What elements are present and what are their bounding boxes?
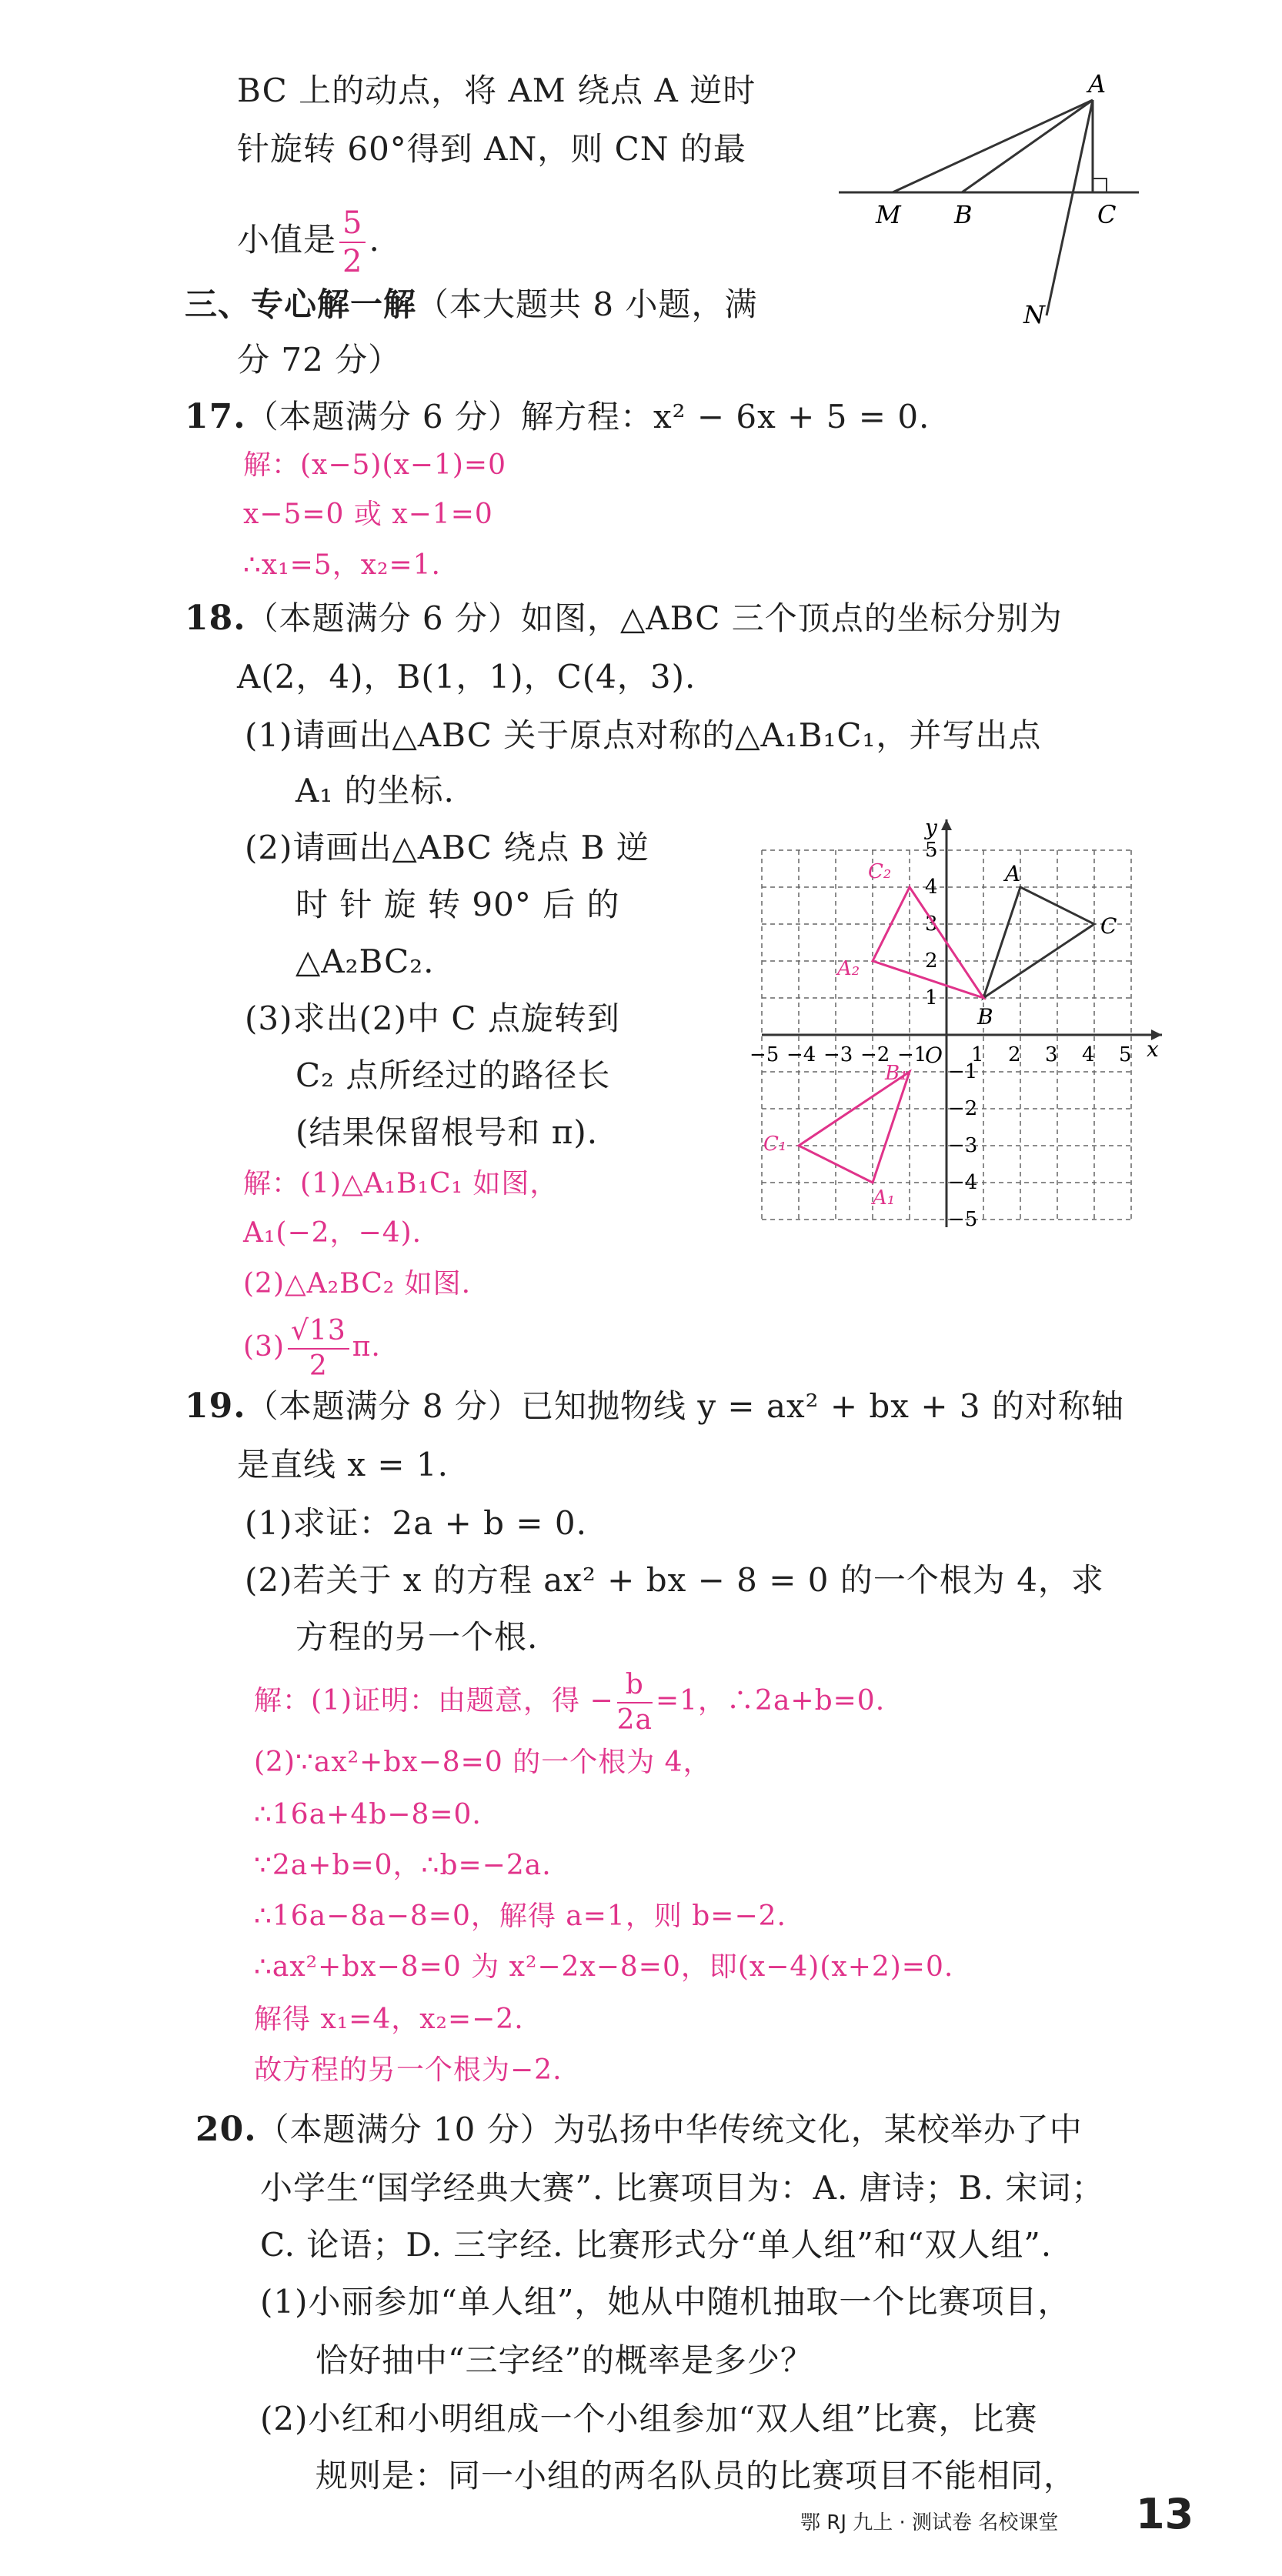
x-tick: −4 xyxy=(786,1043,816,1066)
q20-p2a: (2)小红和小明组成一个小组参加“双人组”比赛，比赛 xyxy=(260,2400,1038,2438)
q19-sol5: ∴16a−8a−8=0，解得 a=1，则 b=−2. xyxy=(254,1900,786,1932)
q17-question xyxy=(185,395,930,439)
q19-sol1-den: 2a xyxy=(616,1704,653,1736)
q16-answer-den: 2 xyxy=(342,244,363,279)
right-angle-mark xyxy=(1093,179,1107,192)
q18-question xyxy=(185,597,1063,640)
segment-an xyxy=(1047,100,1093,315)
footer-text: 鄂 RJ 九上 · 测试卷 名校课堂 xyxy=(800,2511,1059,2534)
x-tick: 1 xyxy=(971,1043,984,1066)
y-tick: 2 xyxy=(925,949,938,973)
q16-line1: BC 上的动点，将 AM 绕点 A 逆时 xyxy=(237,72,756,109)
segment-ab xyxy=(962,100,1093,192)
point-a1-label: A₁ xyxy=(873,1186,896,1210)
q18-sol2: A₁(−2，−4). xyxy=(243,1217,422,1249)
y-tick: −1 xyxy=(948,1060,978,1083)
point-c1-label: C₁ xyxy=(763,1133,787,1156)
q16-line2: 针旋转 60°得到 AN，则 CN 的最 xyxy=(237,130,746,168)
x-tick: −3 xyxy=(823,1043,853,1066)
section3-header xyxy=(185,283,757,326)
q16-answer-num: 5 xyxy=(339,208,366,243)
x-tick: 4 xyxy=(1082,1043,1095,1066)
q20-p1a: (1)小丽参加“单人组”，她从中随机抽取一个比赛项目， xyxy=(260,2283,1071,2321)
q18-sol4-fraction xyxy=(288,1317,349,1380)
point-b-label: B xyxy=(977,1004,993,1029)
y-tick: −5 xyxy=(948,1208,978,1231)
y-tick: −3 xyxy=(948,1134,978,1157)
q18-sol4-suffix: π. xyxy=(352,1331,381,1363)
q18-p2a: (2)请画出△ABC 绕点 B 逆 xyxy=(245,829,649,866)
point-c-label: C xyxy=(1100,913,1117,939)
q19-sol1-suffix: =1，∴2a+b=0. xyxy=(655,1685,886,1717)
q18-p2b: 时 针 旋 转 90° 后 的 xyxy=(295,886,620,923)
q16-answer-fraction xyxy=(339,205,366,279)
q19-p2b: 方程的另一个根. xyxy=(295,1618,539,1656)
q20-text3: C. 论语；D. 三字经. 比赛形式分“单人组”和“双人组”. xyxy=(260,2226,1053,2264)
q19-sol6: ∴ax²+bx−8=0 为 x²−2x−8=0，即(x−4)(x+2)=0. xyxy=(254,1951,954,1983)
coordinate-graph xyxy=(746,812,1177,1243)
q19-number: 19. xyxy=(185,1386,246,1426)
label-n: N xyxy=(1023,300,1045,329)
q18-sol4 xyxy=(243,1317,381,1380)
q17-sol1: 解：(x−5)(x−1)=0 xyxy=(243,449,506,481)
q17-number: 17. xyxy=(185,397,246,436)
q18-number: 18. xyxy=(185,599,246,638)
x-tick: 2 xyxy=(1008,1043,1021,1066)
q18-p1b: A₁ 的坐标. xyxy=(295,772,455,809)
x-tick: 3 xyxy=(1045,1043,1058,1066)
y-tick: 1 xyxy=(925,986,938,1009)
q18-p2c: △A₂BC₂. xyxy=(295,943,435,980)
q20-p2b: 规则是：同一小组的两名队员的比赛项目不能相同， xyxy=(315,2457,1077,2494)
section3-note1: （本大题共 8 小题，满 xyxy=(416,285,758,323)
q18-sol4-den: 2 xyxy=(309,1350,328,1382)
q19-text2: 是直线 x = 1. xyxy=(237,1446,449,1483)
y-tick: 3 xyxy=(925,913,938,936)
point-b1-label: B₁ xyxy=(885,1062,908,1085)
label-b: B xyxy=(954,200,973,229)
x-tick: −2 xyxy=(860,1043,890,1066)
y-tick: 5 xyxy=(925,839,938,862)
q18-sol1: 解：(1)△A₁B₁C₁ 如图， xyxy=(243,1168,559,1200)
q19-sol1-fraction xyxy=(617,1671,653,1734)
y-tick: 4 xyxy=(925,876,938,899)
origin-label: O xyxy=(925,1043,943,1068)
page-number: 13 xyxy=(1136,2490,1194,2538)
q18-p1a: (1)请画出△ABC 关于原点对称的△A₁B₁C₁，并写出点 xyxy=(245,716,1042,754)
q19-question xyxy=(185,1385,1124,1428)
section3-title: 三、专心解一解 xyxy=(185,285,417,323)
label-m: M xyxy=(876,200,901,229)
q18-p3a: (3)求出(2)中 C 点旋转到 xyxy=(245,999,620,1037)
point-c2-label: C₂ xyxy=(868,860,892,883)
q20-text1: （本题满分 10 分）为弘扬中华传统文化，某校举办了中 xyxy=(256,2111,1083,2148)
q18-p3c: (结果保留根号和 π). xyxy=(295,1113,599,1151)
q20-number: 20. xyxy=(195,2110,257,2149)
point-a-label: A xyxy=(1005,861,1021,886)
q19-text1: （本题满分 8 分）已知抛物线 y = ax² + bx + 3 的对称轴 xyxy=(245,1387,1124,1425)
q19-sol1 xyxy=(254,1671,885,1734)
q18-p3b: C₂ 点所经过的路径长 xyxy=(295,1056,611,1094)
x-tick: −5 xyxy=(750,1043,780,1066)
q18-sol4-num: √13 xyxy=(288,1317,349,1350)
segment-am xyxy=(893,100,1093,192)
q16-prefix: 小值是 xyxy=(237,221,337,259)
q19-p2a: (2)若关于 x 的方程 ax² + bx − 8 = 0 的一个根为 4，求 xyxy=(245,1561,1104,1599)
q19-sol4: ∵2a+b=0，∴b=−2a. xyxy=(254,1850,552,1881)
section3-note2: 分 72 分） xyxy=(237,341,402,379)
x-axis-label: x xyxy=(1147,1036,1159,1062)
triangle-a2bc2 xyxy=(873,887,983,998)
q18-text1: （本题满分 6 分）如图，△ABC 三个顶点的坐标分别为 xyxy=(245,599,1063,637)
q19-sol3: ∴16a+4b−8=0. xyxy=(254,1799,482,1830)
q20-text2: 小学生“国学经典大赛”. 比赛项目为：A. 唐诗；B. 宋词； xyxy=(260,2169,1105,2207)
q19-sol1-prefix: 解：(1)证明：由题意，得 − xyxy=(254,1685,614,1717)
label-c: C xyxy=(1097,200,1117,229)
q19-sol7: 解得 x₁=4，x₂=−2. xyxy=(254,2004,524,2035)
q19-sol2: (2)∵ax²+bx−8=0 的一个根为 4， xyxy=(254,1747,712,1778)
x-tick: −1 xyxy=(897,1043,927,1066)
q16-line3 xyxy=(237,205,380,279)
q19-sol8: 故方程的另一个根为−2. xyxy=(254,2054,563,2086)
y-tick: −4 xyxy=(948,1171,978,1194)
q20-question xyxy=(195,2108,1083,2151)
q17-sol2: x−5=0 或 x−1=0 xyxy=(243,499,493,530)
q17-sol3: ∴x₁=5，x₂=1. xyxy=(243,549,441,581)
triangle-abc xyxy=(983,887,1094,998)
y-axis-label: y xyxy=(925,815,937,840)
y-axis-arrow xyxy=(941,819,952,830)
q18-sol4-prefix: (3) xyxy=(243,1331,285,1363)
label-a: A xyxy=(1088,69,1107,98)
point-a2-label: A₂ xyxy=(837,957,860,980)
q19-sol1-num: b xyxy=(617,1671,653,1703)
q18-text2: A(2，4)，B(1，1)，C(4，3). xyxy=(237,658,696,696)
q18-sol3: (2)△A₂BC₂ 如图. xyxy=(243,1268,472,1300)
triangle-a1b1c1 xyxy=(799,1072,910,1183)
q16-suffix: . xyxy=(369,221,380,259)
q17-text: （本题满分 6 分）解方程：x² − 6x + 5 = 0. xyxy=(245,398,930,435)
y-tick: −2 xyxy=(948,1097,978,1120)
x-tick: 5 xyxy=(1119,1043,1132,1066)
q19-p1: (1)求证：2a + b = 0. xyxy=(245,1504,587,1542)
q20-p1b: 恰好抽中“三字经”的概率是多少？ xyxy=(315,2341,813,2379)
figure-rotation-diagram xyxy=(831,62,1170,339)
